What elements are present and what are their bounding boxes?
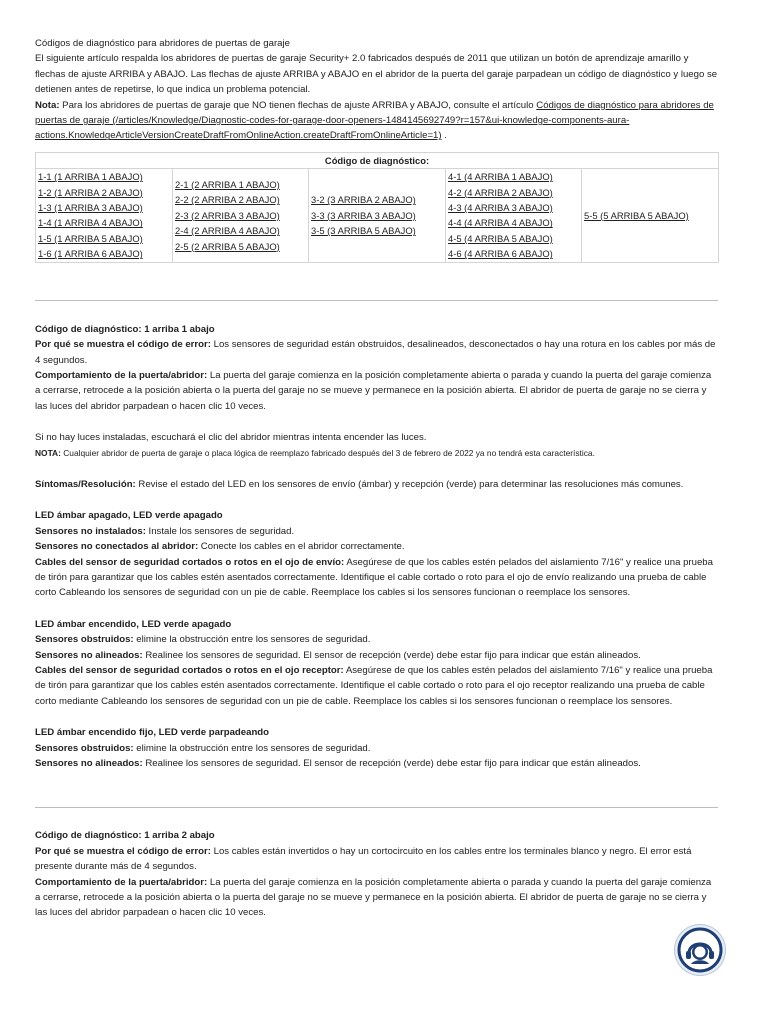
intro-note [35,98,718,144]
code-column-2 [173,169,309,262]
code-link[interactable]: 3-5 (3 ARRIBA 5 ABAJO) [311,225,416,237]
code-link[interactable]: 2-1 (2 ARRIBA 1 ABAJO) [175,178,280,190]
group-heading: LED ámbar encendido, LED verde apagado [35,618,232,630]
code-link[interactable]: 2-4 (2 ARRIBA 4 ABAJO) [175,225,280,237]
nota: NOTA: Cualquier abridor de puerta de garaje o placa lógica de reemplazo fabricado después del 3 de febrero de 2022 ya no tendrá esta característica. [35,447,595,458]
code-link[interactable]: 1-3 (1 ARRIBA 3 ABAJO) [38,202,143,214]
code-column-1 [36,169,173,262]
led-blink-group [35,725,718,771]
code-link[interactable]: 2-3 (2 ARRIBA 3 ABAJO) [175,209,280,221]
code-link[interactable]: 2-2 (2 ARRIBA 2 ABAJO) [175,194,280,206]
chat-support-agent-icon [677,927,723,973]
code-link[interactable]: 1-5 (1 ARRIBA 5 ABAJO) [38,232,143,244]
error-reason: Por qué se muestra el código de error: Los cables están invertidos o hay un cortocircuito en los cables entre los terminales blanco y negro. El error está presente durante más de 4 segundos. [35,845,692,873]
group-heading: LED ámbar encendido fijo, LED verde parpadeando [35,727,270,739]
code-link[interactable]: 4-6 (4 ARRIBA 6 ABAJO) [448,248,553,260]
article-title: Códigos de diagnóstico para abridores de puertas de garaje [35,38,290,49]
code-link[interactable]: 3-2 (3 ARRIBA 2 ABAJO) [311,194,416,206]
symptoms-resolution: Síntomas/Resolución: Revise el estado del LED en los sensores de envío (ámbar) y recepción (verde) para determinar las resoluciones más comunes. [35,478,684,490]
diagnostic-code-table [35,152,719,263]
list-item: Sensores no conectados al abridor: Conecte los cables en el abridor correctamente. [35,541,405,553]
section-heading: Código de diagnóstico: 1 arriba 2 abajo [35,830,215,842]
list-item: Cables del sensor de seguridad cortados o rotos en el ojo receptor: Asegúrese de que los cables estén pelados del aislamiento 7/16" y realice una prueba de tirón para garantizar que los cables estén asentados correctamente. Identifique el cable cortado o roto para el ojo receptor realizando una prueba de cable corto mediante Cableando los sensores de seguridad con un pie de cable. Reemplace los cables si los sensores funcionan o reemplace los sensores. [35,665,713,707]
table-header: Código de diagnóstico: [36,152,719,168]
intro-paragraph: El siguiente artículo respalda los abridores de puertas de garaje Security+ 2.0 fabricados después de 2011 que utilizan un botón de aprendizaje amarillo y flechas de ajuste ARRIBA y ABAJO. Las flechas de ajuste ARRIBA y ABAJO en el abridor de la puerta del garaje parpadean un código de diagnóstico y luego se detienen antes de repetirse, lo que indica un problema potencial. [35,53,718,96]
article-content [35,36,718,921]
door-behavior: Comportamiento de la puerta/abridor: La puerta del garaje comienza en la posición completamente abierta o parada y cuando la puerta del garaje comienza a cerrarse, retrocede a la posición abierta o la puerta del garaje no se mueve y permanece en la posición abierta. El abridor de puerta de garaje no se cierra y las luces del abridor parpadean o hacen clic 10 veces. [35,369,712,412]
code-link[interactable]: 1-4 (1 ARRIBA 4 ABAJO) [38,217,143,229]
error-reason: Por qué se muestra el código de error: Los sensores de seguridad están obstruidos, desalineados, desconectados o hay una rotura en los cables por más de 4 segundos. [35,339,716,366]
code-link[interactable]: 5-5 (5 ARRIBA 5 ABAJO) [584,209,689,221]
code-link[interactable]: 1-6 (1 ARRIBA 6 ABAJO) [38,248,143,260]
section-code-1-1 [35,322,718,772]
code-link[interactable]: 4-5 (4 ARRIBA 5 ABAJO) [448,232,553,244]
list-item: Sensores no alineados: Realinee los sensores de seguridad. El sensor de recepción (verde) debe estar fijo para indicar que están alineados. [35,758,641,770]
code-link[interactable]: 3-3 (3 ARRIBA 3 ABAJO) [311,209,416,221]
note-end: . [441,130,447,142]
led-off-group [35,508,718,600]
list-item: Sensores obstruidos: elimine la obstrucción entre los sensores de seguridad. [35,742,371,754]
list-item: Cables del sensor de seguridad cortados o rotos en el ojo de envío: Asegúrese de que los cables estén pelados del aislamiento 7/16" y realice una prueba de tirón para garantizar que los cables estén asentados correctamente. Identifique el cable cortado o roto para el ojo de envío realizando una prueba de cable corto Cableando los sensores de seguridad con un pie de cable. Reemplace los cables si los sensores funcionan o reemplace los sensores. [35,556,713,599]
no-lights-note: Si no hay luces instaladas, escuchará el clic del abridor mientras intenta encender las luces. [35,432,427,444]
list-item: Sensores no instalados: Instale los sensores de seguridad. [35,525,295,537]
code-link[interactable]: 1-2 (1 ARRIBA 2 ABAJO) [38,186,143,198]
chat-button[interactable] [675,925,725,975]
code-link[interactable]: 4-2 (4 ARRIBA 2 ABAJO) [448,186,553,198]
group-heading: LED ámbar apagado, LED verde apagado [35,510,223,522]
list-item: Sensores obstruidos: elimine la obstrucción entre los sensores de seguridad. [35,634,371,646]
note-text: Para los abridores de puertas de garaje que NO tienen flechas de ajuste ARRIBA y ABAJO, consulte el artículo [59,99,537,111]
code-column-5 [582,169,719,262]
section-heading: Código de diagnóstico: 1 arriba 1 abajo [35,323,215,335]
code-link[interactable]: 4-1 (4 ARRIBA 1 ABAJO) [448,171,553,183]
code-link[interactable]: 1-1 (1 ARRIBA 1 ABAJO) [38,171,143,183]
related-article-link[interactable]: Códigos de diagnóstico para abridores de puertas de garaje (/articles/Knowledge/Diagnostic-codes-for-garage-door-openers-1484145692749?r=157&ui-knowledge-components-aura-actions.KnowledgeArticleVersionCreateDraftFromOnlineAction.createDraftFromOnlineArticle=1) [35,99,714,142]
code-link[interactable]: 2-5 (2 ARRIBA 5 ABAJO) [175,240,280,252]
led-on-group [35,617,718,709]
code-column-4 [446,169,582,262]
code-link[interactable]: 4-3 (4 ARRIBA 3 ABAJO) [448,202,553,214]
section-code-1-2 [35,828,718,920]
code-link[interactable]: 4-4 (4 ARRIBA 4 ABAJO) [448,217,553,229]
door-behavior: Comportamiento de la puerta/abridor: La puerta del garaje comienza en la posición completamente abierta o parada y cuando la puerta del garaje comienza a cerrarse, retrocede a la posición abierta o la puerta del garaje no se mueve y permanece en la posición abierta. El abridor de puerta de garaje no se cierra y las luces del abridor parpadean o hacen clic 10 veces. [35,876,712,919]
note-label: Nota: [35,99,60,111]
list-item: Sensores no alineados: Realinee los sensores de seguridad. El sensor de recepción (verde) debe estar fijo para indicar que están alineados. [35,649,641,661]
code-column-3 [309,169,446,262]
table-row [36,169,719,262]
